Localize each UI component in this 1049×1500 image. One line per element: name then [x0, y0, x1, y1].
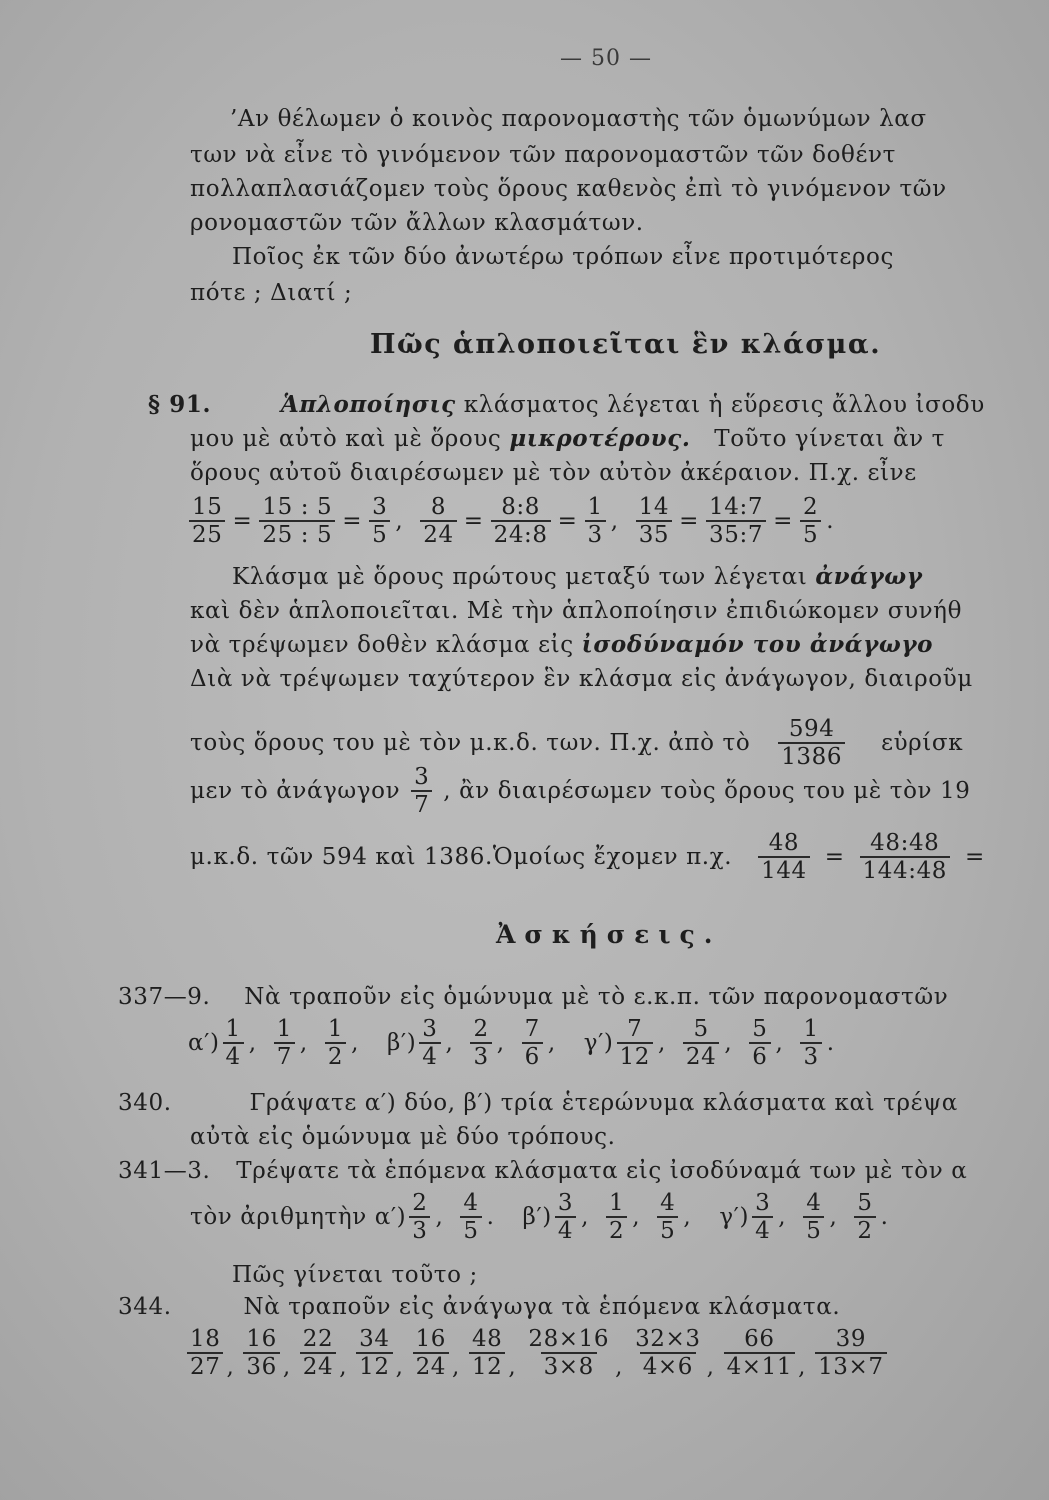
fraction-denominator: 12: [469, 1352, 505, 1380]
comma: ,: [706, 1354, 715, 1380]
section-number: § 91.: [148, 391, 212, 418]
fraction-denominator: 3: [470, 1042, 491, 1070]
equals-sign: =: [342, 508, 363, 534]
fraction-denominator: 24: [683, 1042, 719, 1070]
fraction: [413, 1326, 449, 1380]
section-line-10-text-a: μεν τὸ ἀνάγωγον: [190, 778, 401, 804]
fraction-numerator: 14: [638, 494, 670, 520]
period: ,: [351, 1030, 359, 1056]
section-line-1-text: κλάσματος λέγεται ἡ εὕρεσις ἄλλου ἰσοδυ: [463, 392, 985, 418]
fraction-denominator: 12: [356, 1352, 392, 1380]
fraction-numerator: 16: [415, 1326, 447, 1352]
fraction: [803, 1190, 824, 1244]
section-line-8: Διὰ νὰ τρέψωμεν ταχύτερον ἓν κλάσμα εἰς ἀνάγωγον, διαιροῦμ: [190, 666, 973, 692]
section-line-6: καὶ δὲν ἁπλοποιεῖται. Μὲ τὴν ἁπλοποίησιν ἐπιδιώκομεν συνήθ: [190, 598, 963, 624]
fraction-numerator: 8:8: [501, 494, 541, 520]
fraction-denominator: 144: [758, 856, 810, 884]
exercise-340-line-1: [118, 1088, 958, 1118]
fraction-numerator: 3: [372, 494, 388, 520]
intro-line-2: των νὰ εἶνε τὸ γινόμενον τῶν παρονομαστῶν τῶν δοθέντ: [190, 142, 896, 168]
fraction-numerator: 48:48: [870, 830, 940, 856]
fraction-denominator: 144:48: [860, 856, 951, 884]
fraction-numerator: 66: [744, 1326, 775, 1352]
comma: ,: [632, 1204, 641, 1230]
comma: ,: [615, 1354, 624, 1380]
intro-line-3: πολλαπλασιάζομεν τοὺς ὅρους καθενὸς ἐπὶ τὸ γινόμενον τῶν: [190, 176, 947, 202]
comma: ,: [339, 1354, 348, 1380]
fraction: [189, 494, 225, 548]
fraction: [420, 494, 456, 548]
fraction-denominator: 24: [420, 520, 456, 548]
section-term: Ἁπλοποίησις: [280, 391, 456, 418]
exercise-337-number: 337—9.: [118, 984, 211, 1010]
fraction-numerator: 7: [524, 1016, 540, 1042]
fraction: [749, 1016, 770, 1070]
comma: ,: [724, 1030, 733, 1056]
fraction: [259, 494, 335, 548]
section-line-9-text-b: εὑρίσκ: [881, 730, 964, 756]
examples-fraction-row: [186, 494, 848, 548]
fraction-48-144: [758, 830, 810, 884]
fraction-denominator: 3×8: [541, 1352, 597, 1380]
intro-line-1: ’Αν θέλωμεν ὁ κοινὸς παρονομαστὴς τῶν ὁμωνύμων λασ: [230, 106, 927, 132]
fraction-denominator: 25 : 5: [259, 520, 335, 548]
fraction: [470, 1016, 491, 1070]
exercise-337-line-1: [118, 982, 948, 1012]
fraction: [525, 1326, 612, 1380]
fraction-denominator: 27: [187, 1352, 223, 1380]
fraction: [460, 1190, 481, 1244]
fraction: [356, 1326, 392, 1380]
fraction-denominator: 24: [413, 1352, 449, 1380]
section-line-9-text-a: τοὺς ὅρους του μὲ τὸν μ.κ.δ. των. Π.χ. ἀπὸ τὸ: [190, 730, 751, 756]
fraction-denominator: 24: [300, 1352, 336, 1380]
fraction-numerator: 4: [463, 1190, 479, 1216]
exercises-title: Ἀσκήσεις.: [496, 920, 722, 949]
fraction: [636, 494, 672, 548]
fraction-numerator: 3: [414, 764, 430, 790]
section-title: Πῶς ἁπλοποιεῖται ἓν κλάσμα.: [370, 329, 882, 360]
fraction: [243, 1326, 279, 1380]
comma: ,: [445, 1030, 454, 1056]
exercise-341-line-1: [118, 1156, 967, 1186]
fraction-denominator: 4: [223, 1042, 244, 1070]
fraction: [632, 1326, 704, 1380]
comma: ,: [452, 1354, 460, 1380]
fraction-denominator: 13×7: [815, 1352, 887, 1380]
exercise-341-number: 341—3.: [118, 1158, 211, 1184]
fraction-denominator: 36: [243, 1352, 279, 1380]
fraction-numerator: 1: [276, 1016, 292, 1042]
fraction: [274, 1016, 295, 1070]
section-line-7-text: νὰ τρέψωμεν δοθὲν κλάσμα εἰς: [190, 632, 574, 658]
period: .: [486, 1204, 495, 1230]
fraction-numerator: 32×3: [635, 1326, 701, 1352]
part-label: β′): [522, 1204, 552, 1230]
fraction-numerator: 4: [806, 1190, 822, 1216]
fraction-numerator: 594: [788, 716, 835, 742]
exercise-340-text: Γράψατε α′) δύο, β′) τρία ἑτερώνυμα κλάσματα καὶ τρέψα: [249, 1090, 958, 1116]
fraction-594-1386: [778, 716, 845, 770]
comma: ,: [282, 1354, 291, 1380]
fraction-numerator: 39: [835, 1326, 867, 1352]
fraction-denominator: 4: [752, 1216, 773, 1244]
section-line-7: [190, 630, 933, 660]
comma: ,: [508, 1354, 517, 1380]
exercise-337-fractions: [188, 1016, 863, 1070]
fraction-numerator: 5: [857, 1190, 873, 1216]
exercise-344-text: Νὰ τραποῦν εἰς ἀνάγωγα τὰ ἑπόμενα κλάσματα.: [243, 1294, 841, 1320]
section-line-7-term: ἰσοδύναμόν του ἀνάγωγο: [581, 631, 934, 658]
equals-sign: =: [824, 844, 845, 870]
fraction-numerator: 16: [246, 1326, 277, 1352]
fraction-numerator: 5: [752, 1016, 768, 1042]
fraction: [522, 1016, 543, 1070]
comma: ,: [581, 1204, 589, 1230]
fraction: [800, 1016, 821, 1070]
fraction-denominator: 35:7: [706, 520, 766, 548]
fraction-denominator: 1386: [778, 742, 845, 770]
fraction-denominator: 3: [585, 520, 606, 548]
exercise-344-line-1: [118, 1292, 840, 1322]
section-line-5: [232, 562, 923, 592]
fraction-numerator: 34: [359, 1326, 390, 1352]
part-label: β′): [387, 1030, 417, 1056]
fraction-numerator: 1: [803, 1016, 819, 1042]
fraction-numerator: 1: [327, 1016, 344, 1042]
intro-line-6: πότε ; Διατί ;: [190, 280, 353, 306]
fraction-denominator: 6: [749, 1042, 770, 1070]
fraction-denominator: 25: [189, 520, 225, 548]
fraction: [815, 1326, 887, 1380]
fraction: [585, 494, 606, 548]
fraction: [325, 1016, 346, 1070]
fraction: [724, 1326, 796, 1380]
fraction: [469, 1326, 505, 1380]
fraction-numerator: 2: [473, 1016, 489, 1042]
exercise-340-line-2: αὐτὰ εἰς ὁμώνυμα μὲ δύο τρόπους.: [190, 1124, 616, 1150]
fraction: [683, 1016, 719, 1070]
fraction: [657, 1190, 678, 1244]
section-line-11-text: μ.κ.δ. τῶν 594 καὶ 1386.Ὁμοίως ἔχομεν π.χ.: [190, 844, 733, 870]
comma: ,: [299, 1030, 308, 1056]
part-label: α′): [188, 1030, 220, 1056]
fraction-numerator: 48: [471, 1326, 503, 1352]
fraction-denominator: 5: [460, 1216, 481, 1244]
fraction-numerator: 2: [802, 494, 819, 520]
part-label: γ′): [583, 1030, 614, 1056]
equals-sign: =: [463, 508, 484, 534]
fraction-numerator: 15: [192, 494, 223, 520]
fraction-denominator: 24:8: [491, 520, 551, 548]
intro-line-4: ρονομαστῶν τῶν ἄλλων κλασμάτων.: [190, 210, 644, 236]
section-line-2-term: μικροτέρους.: [509, 425, 691, 452]
comma: ,: [248, 1030, 257, 1056]
fraction: [752, 1190, 773, 1244]
intro-line-5: Ποῖος ἐκ τῶν δύο ἀνωτέρω τρόπων εἶνε προτιμότερος: [232, 244, 894, 270]
part-label: τὸν ἀριθμητὴν α′): [190, 1204, 407, 1230]
comma: ,: [610, 508, 619, 534]
section-line-2-text-b: Τοῦτο γίνεται ἂν τ: [714, 426, 945, 452]
fraction-3-7: [411, 764, 432, 818]
fraction-denominator: 5: [803, 1216, 824, 1244]
equals-sign: =: [232, 508, 253, 534]
fraction-denominator: 7: [411, 790, 432, 818]
period: .: [826, 508, 835, 534]
fraction-numerator: 22: [302, 1326, 334, 1352]
period: .: [880, 1204, 889, 1230]
fraction-denominator: 4×11: [724, 1352, 796, 1380]
comma: ,: [395, 508, 404, 534]
fraction-numerator: 7: [627, 1016, 643, 1042]
section-line-2-text-a: μου μὲ αὐτὸ καὶ μὲ ὅρους: [190, 426, 502, 452]
exercise-341-line-3: Πῶς γίνεται τοῦτο ;: [232, 1262, 478, 1288]
fraction: [800, 494, 821, 548]
section-line-3: ὅρους αὐτοῦ διαιρέσωμεν μὲ τὸν αὐτὸν ἀκέραιον. Π.χ. εἶνε: [190, 460, 917, 486]
section-line-5-text: Κλάσμα μὲ ὅρους πρώτους μεταξύ των λέγεται: [232, 564, 808, 590]
exercise-344-fractions: [184, 1326, 890, 1380]
comma: ,: [829, 1204, 838, 1230]
comma: ,: [496, 1030, 505, 1056]
fraction-denominator: 12: [617, 1042, 653, 1070]
fraction-48-48-over-144-48: [860, 830, 951, 884]
fraction: [223, 1016, 244, 1070]
period: ,: [683, 1204, 692, 1230]
fraction: [491, 494, 551, 548]
fraction: [706, 494, 766, 548]
comma: ,: [657, 1030, 666, 1056]
fraction: [419, 1016, 440, 1070]
fraction-denominator: 3: [409, 1216, 430, 1244]
period: .: [826, 1030, 835, 1056]
fraction-numerator: 18: [190, 1326, 221, 1352]
fraction-numerator: 3: [755, 1190, 771, 1216]
page-number: — 50 —: [560, 46, 652, 71]
fraction-numerator: 3: [557, 1190, 574, 1216]
fraction: [606, 1190, 627, 1244]
exercise-344-number: 344.: [118, 1294, 172, 1320]
section-line-9: [190, 716, 963, 770]
part-label: γ′): [719, 1204, 750, 1230]
fraction-numerator: 28×16: [528, 1326, 610, 1352]
comma: ,: [435, 1204, 444, 1230]
fraction-denominator: 5: [369, 520, 390, 548]
fraction-numerator: 15 : 5: [262, 494, 333, 520]
period: ,: [547, 1030, 556, 1056]
exercise-340-number: 340.: [118, 1090, 172, 1116]
fraction-numerator: 5: [693, 1016, 709, 1042]
comma: ,: [395, 1354, 404, 1380]
section-line-10: [190, 764, 971, 818]
fraction-numerator: 3: [422, 1016, 438, 1042]
fraction: [617, 1016, 653, 1070]
fraction-denominator: 4: [419, 1042, 440, 1070]
fraction: [300, 1326, 336, 1380]
fraction-denominator: 2: [325, 1042, 346, 1070]
equals-sign: =: [679, 508, 700, 534]
fraction-denominator: 35: [636, 520, 672, 548]
fraction: [369, 494, 390, 548]
fraction-denominator: 4×6: [640, 1352, 696, 1380]
comma: ,: [226, 1354, 235, 1380]
equals-sign: =: [773, 508, 793, 534]
fraction: [187, 1326, 223, 1380]
exercise-337-text: Νὰ τραποῦν εἰς ὁμώνυμα μὲ τὸ ε.κ.π. τῶν παρονομαστῶν: [244, 984, 949, 1010]
fraction-numerator: 8: [430, 494, 447, 520]
section-line-2: [190, 424, 945, 454]
fraction-denominator: 5: [657, 1216, 678, 1244]
equals-sign: =: [557, 508, 578, 534]
comma: ,: [778, 1204, 787, 1230]
fraction-numerator: 48: [768, 830, 800, 856]
fraction-denominator: 3: [800, 1042, 821, 1070]
fraction-denominator: 5: [800, 520, 821, 548]
fraction-numerator: 1: [609, 1190, 625, 1216]
fraction-numerator: 1: [225, 1016, 241, 1042]
fraction-denominator: 6: [522, 1042, 543, 1070]
section-line-1: [148, 390, 985, 420]
fraction: [555, 1190, 576, 1244]
exercise-341-fractions: [190, 1190, 917, 1244]
fraction-denominator: 2: [854, 1216, 875, 1244]
section-line-10-text-b: , ἂν διαιρέσωμεν τοὺς ὅρους του μὲ τὸν 19: [443, 778, 971, 804]
section-line-5-term: ἀνάγωγ: [815, 563, 923, 590]
fraction-numerator: 2: [412, 1190, 428, 1216]
comma: ,: [798, 1354, 807, 1380]
fraction-denominator: 4: [555, 1216, 576, 1244]
fraction-denominator: 2: [606, 1216, 627, 1244]
comma: ,: [775, 1030, 784, 1056]
fraction-denominator: 7: [274, 1042, 295, 1070]
fraction: [854, 1190, 875, 1244]
fraction-numerator: 1: [587, 494, 603, 520]
section-line-11: [190, 830, 989, 884]
fraction: [409, 1190, 430, 1244]
fraction-numerator: 14:7: [709, 494, 764, 520]
fraction-numerator: 4: [660, 1190, 676, 1216]
exercise-341-text: Τρέψατε τὰ ἑπόμενα κλάσματα εἰς ἰσοδύναμά των μὲ τὸν α: [236, 1158, 968, 1184]
equals-sign: =: [964, 844, 985, 870]
